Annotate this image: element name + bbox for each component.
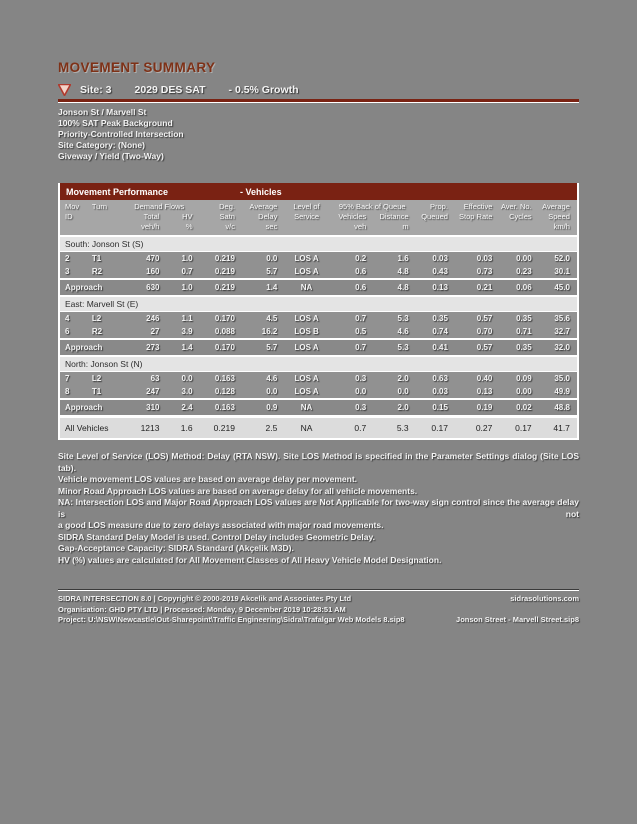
table-cell: 0.0 [181, 374, 193, 383]
table-cell: 0.2 [355, 254, 367, 263]
table-cell: 0.23 [516, 267, 532, 276]
table-cell: 0.03 [432, 254, 448, 263]
table-cell: All Vehicles [65, 423, 109, 433]
table-cell: 4.8 [397, 283, 409, 292]
table-cell [87, 222, 119, 232]
table-cell: Vehicles [338, 212, 367, 221]
table-cell: Cycles [509, 212, 532, 221]
table-cell [87, 400, 119, 415]
table-cell: 0.088 [214, 327, 235, 336]
table-cell: 0.41 [432, 343, 448, 352]
table-cell [87, 212, 119, 222]
table-cell [60, 222, 87, 232]
description-line: Jonson St / Marvell St [58, 107, 147, 117]
table-cell: 52.0 [554, 254, 570, 263]
table-cell: 0.170 [214, 343, 235, 352]
table-cell: 470 [146, 254, 160, 263]
table-cell: 48.8 [554, 403, 570, 412]
description-line: Giveway / Yield (Two-Way) [58, 151, 164, 161]
table-cell: 0.7 [354, 423, 367, 433]
report-page [58, 60, 579, 626]
table-cell: 1.6 [397, 254, 409, 263]
table-cell: Mov [65, 202, 80, 211]
table-subtitle: - Vehicles [240, 187, 282, 197]
header-row [60, 202, 577, 212]
footnote-line: NA: Intersection LOS and Major Road Approach LOS values are Not Applicable for two-way sign control since the average delay is not [58, 497, 579, 519]
site-header [58, 84, 579, 96]
table-cell: 35.0 [554, 374, 570, 383]
table-cell: 63 [150, 374, 160, 383]
table-cell: 0.00 [516, 387, 532, 396]
movement-row [60, 385, 577, 398]
table-cell: 0.0 [355, 387, 367, 396]
table-cell: Satn [219, 212, 235, 221]
table-cell: 0.43 [432, 267, 448, 276]
table-cell: 273 [146, 343, 160, 352]
page-title: MOVEMENT SUMMARY [58, 60, 216, 75]
table-cell: 2.0 [397, 403, 409, 412]
table-cell: T1 [91, 254, 102, 263]
approach-section-header: South: Jonson St (S) [60, 235, 577, 252]
table-cell: NA [300, 403, 313, 412]
table-cell: LOS A [294, 374, 319, 383]
description-line: Priority-Controlled Intersection [58, 129, 184, 139]
table-cell: 95% Back of Queue [338, 202, 406, 211]
table-cell: 0.0 [266, 254, 278, 263]
table-cell: HV [182, 212, 193, 221]
table-cell: 630 [146, 283, 160, 292]
table-cell: 2 [65, 254, 70, 263]
all-vehicles-row [60, 415, 577, 438]
table-cell: 45.0 [554, 283, 570, 292]
table-cell: T1 [91, 387, 102, 396]
table-cell: Approach [65, 343, 103, 352]
table-cell: 0.6 [355, 267, 367, 276]
table-cell: 5.3 [396, 423, 409, 433]
table-cell: 0.09 [516, 374, 532, 383]
table-cell: LOS A [294, 387, 319, 396]
table-cell: Average [249, 202, 278, 211]
table-cell: 6 [65, 327, 70, 336]
table-cell: Turn [91, 202, 108, 211]
table-cell: 2.4 [181, 403, 193, 412]
table-cell: 2.0 [397, 374, 409, 383]
approach-row [60, 278, 577, 295]
table-cell: 0.19 [476, 403, 493, 412]
table-cell: LOS A [294, 343, 319, 352]
table-cell: 0.15 [432, 403, 448, 412]
table-cell: m [402, 222, 409, 231]
footer-app-version: SIDRA INTERSECTION 8.0 | Copyright © 2000-2019 Akcelik and Associates Pty Ltd [58, 594, 352, 603]
table-cell: % [185, 222, 193, 231]
table-cell: LOS A [294, 267, 319, 276]
table-cell: 0.6 [355, 283, 367, 292]
table-cell: 0.219 [214, 267, 235, 276]
table-cell: LOS A [294, 254, 319, 263]
description-line: Site Category: (None) [58, 140, 145, 150]
footer-website: sidrasolutions.com [510, 594, 579, 603]
table-cell: 0.35 [516, 314, 532, 323]
table-cell: LOS A [294, 314, 319, 323]
table-cell: veh [354, 222, 367, 231]
site-scenario: 2029 DES SAT [134, 84, 206, 96]
footnote-line: Site Level of Service (LOS) Method: Delay (RTA NSW). Site LOS Method is specified in the Parameter Settings dialog (Site LOS tab). [58, 451, 579, 473]
table-cell: 0.17 [431, 423, 448, 433]
site-description [58, 107, 579, 162]
movement-row [60, 265, 577, 278]
table-cell [499, 222, 538, 232]
table-cell: 0.03 [476, 254, 493, 263]
giveway-triangle-icon [58, 84, 71, 96]
table-cell: Effective [463, 202, 493, 211]
footnote-line: Minor Road Approach LOS values are based on average delay for all vehicle movements. [58, 485, 418, 496]
footer-project-path: Project: U:\NSW\Newcastle\Out-Sharepoint\Traffic Engineering\Sidra\Trafalgar Web Models 8.sip8 [58, 615, 405, 624]
table-cell: 0.71 [516, 327, 532, 336]
table-cell [416, 222, 455, 232]
table-cell: 3.9 [181, 327, 193, 336]
approach-row [60, 398, 577, 415]
table-cell: 0.73 [476, 267, 493, 276]
table-cell: 0.9 [266, 403, 278, 412]
table-cell: 0.74 [432, 327, 448, 336]
table-cell: 0.0 [266, 387, 278, 396]
table-cell: 7 [65, 374, 70, 383]
table-cell: L2 [91, 314, 102, 323]
table-cell: Queued [421, 212, 448, 221]
table-cell: Average [542, 202, 570, 211]
site-divider [58, 99, 579, 103]
table-cell: 0.02 [516, 403, 532, 412]
approach-section-header: East: Marvell St (E) [60, 295, 577, 312]
table-cell: 0.57 [476, 314, 493, 323]
approach-section-header: North: Jonson St (N) [60, 355, 577, 372]
footer-divider [58, 589, 579, 591]
table-cell: Approach [65, 283, 103, 292]
table-cell: 32.0 [554, 343, 570, 352]
table-cell: Deg. [219, 202, 235, 211]
table-cell: 0.0 [397, 387, 409, 396]
table-cell: 1213 [140, 423, 160, 433]
table-cell: 0.70 [476, 327, 493, 336]
table-cell: 1.6 [180, 423, 193, 433]
table-cell: Distance [379, 212, 409, 221]
table-cell: 4.8 [397, 267, 409, 276]
table-cell: 5.7 [266, 343, 278, 352]
table-cell: 35.6 [554, 314, 570, 323]
header-row [60, 222, 577, 232]
table-cell [87, 418, 119, 438]
table-cell: 247 [146, 387, 160, 396]
table-cell: 310 [146, 403, 160, 412]
table-cell: 0.17 [515, 423, 532, 433]
footnote-line: Gap-Acceptance Capacity: SIDRA Standard (Akçelik M3D). [58, 543, 294, 553]
table-cell: 0.219 [213, 423, 235, 433]
footnotes [58, 451, 579, 566]
table-cell: Speed [548, 212, 570, 221]
table-cell: 0.163 [214, 403, 235, 412]
table-cell: 0.7 [355, 314, 367, 323]
table-cell: 0.00 [516, 254, 532, 263]
movement-row [60, 372, 577, 385]
table-cell: 0.13 [476, 387, 493, 396]
table-cell: Demand Flows [134, 202, 185, 211]
table-cell: sec [265, 222, 278, 231]
table-cell: Service [294, 212, 320, 221]
table-cell: 0.3 [355, 374, 367, 383]
table-cell: 0.27 [475, 423, 493, 433]
description-line: 100% SAT Peak Background [58, 118, 173, 128]
table-cell: veh/h [141, 222, 160, 231]
table-title-bar [60, 183, 577, 200]
table-cell: R2 [91, 327, 103, 336]
table-cell: 0.163 [214, 374, 235, 383]
table-cell: 0.03 [432, 387, 448, 396]
table-cell: 0.06 [516, 283, 532, 292]
footer-file-name: Jonson Street - Marvell Street.sip8 [456, 615, 579, 624]
table-cell [87, 340, 119, 355]
table-cell: 0.63 [432, 374, 448, 383]
movement-performance-table [58, 183, 579, 440]
table-cell: 27 [150, 327, 160, 336]
footnote-line: HV (%) values are calculated for All Movement Classes of All Heavy Vehicle Model Designation. [58, 554, 442, 565]
movement-row [60, 325, 577, 338]
table-cell: 2.5 [265, 423, 278, 433]
table-cell: 5.3 [397, 314, 409, 323]
table-cell: 4.6 [266, 374, 278, 383]
table-cell: 0.5 [355, 327, 367, 336]
table-cell: 4 [65, 314, 70, 323]
table-cell [455, 222, 499, 232]
table-cell: 0.128 [214, 387, 235, 396]
table-cell: Prop. [429, 202, 448, 211]
table-cell: 1.1 [181, 314, 193, 323]
table-cell: 5.3 [397, 343, 409, 352]
table-cell: 0.219 [214, 283, 235, 292]
table-cell: Stop Rate [459, 212, 493, 221]
table-cell: 0.35 [516, 343, 532, 352]
table-cell [284, 222, 328, 232]
approach-row [60, 338, 577, 355]
table-cell: NA [300, 283, 313, 292]
table-cell: 32.7 [554, 327, 570, 336]
table-cell: 0.3 [355, 403, 367, 412]
table-cell: L2 [91, 374, 102, 383]
table-column-headers [60, 200, 577, 235]
table-cell: Level of [293, 202, 320, 211]
table-cell: 0.57 [476, 343, 493, 352]
table-cell: 246 [146, 314, 160, 323]
table-cell: LOS B [294, 327, 319, 336]
table-cell: 0.40 [476, 374, 493, 383]
table-cell: 4.6 [397, 327, 409, 336]
table-cell: 0.7 [181, 267, 193, 276]
table-cell: v/c [225, 222, 235, 231]
table-cell: 16.2 [261, 327, 278, 336]
footnote-line: SIDRA Standard Delay Model is used. Control Delay includes Geometric Delay. [58, 531, 375, 542]
table-cell: 4.5 [266, 314, 278, 323]
table-cell [87, 280, 119, 295]
movement-table-body [60, 235, 577, 438]
table-cell: ID [65, 212, 73, 221]
table-title: Movement Performance [66, 187, 169, 197]
table-cell: Aver. No. [500, 202, 532, 211]
movement-row [60, 312, 577, 325]
footnote-line: Vehicle movement LOS values are based on average delay per movement. [58, 474, 358, 484]
table-cell: NA [300, 423, 313, 433]
table-cell: Approach [65, 403, 103, 412]
site-label: Site: 3 [80, 84, 112, 96]
table-cell: Delay [258, 212, 278, 221]
table-cell: 1.4 [266, 283, 278, 292]
report-footer [58, 594, 579, 626]
table-cell: 41.7 [553, 423, 570, 433]
table-cell: 1.4 [181, 343, 193, 352]
footer-organisation: Organisation: GHD PTY LTD | Processed: Monday, 9 December 2019 10:28:51 AM [58, 604, 346, 614]
table-cell: 0.13 [432, 283, 448, 292]
table-cell: 3.0 [181, 387, 193, 396]
header-row [60, 212, 577, 222]
table-cell: 0.170 [214, 314, 235, 323]
footnote-line: a good LOS measure due to zero delays associated with major road movements. [58, 520, 384, 530]
table-cell: 49.9 [554, 387, 570, 396]
table-cell: 5.7 [266, 267, 278, 276]
table-cell: 0.35 [432, 314, 448, 323]
table-cell: 0.21 [476, 283, 493, 292]
table-cell: 0.7 [355, 343, 367, 352]
table-cell: Total [143, 212, 160, 221]
table-cell: 1.0 [181, 254, 193, 263]
table-cell: km/h [553, 222, 570, 231]
table-cell: R2 [91, 267, 103, 276]
table-cell: 160 [146, 267, 160, 276]
table-cell: 3 [65, 267, 70, 276]
site-growth: - 0.5% Growth [228, 84, 299, 96]
movement-row [60, 252, 577, 265]
table-cell: 0.219 [214, 254, 235, 263]
table-cell: 8 [65, 387, 70, 396]
table-cell: 30.1 [554, 267, 570, 276]
table-cell: 1.0 [181, 283, 193, 292]
